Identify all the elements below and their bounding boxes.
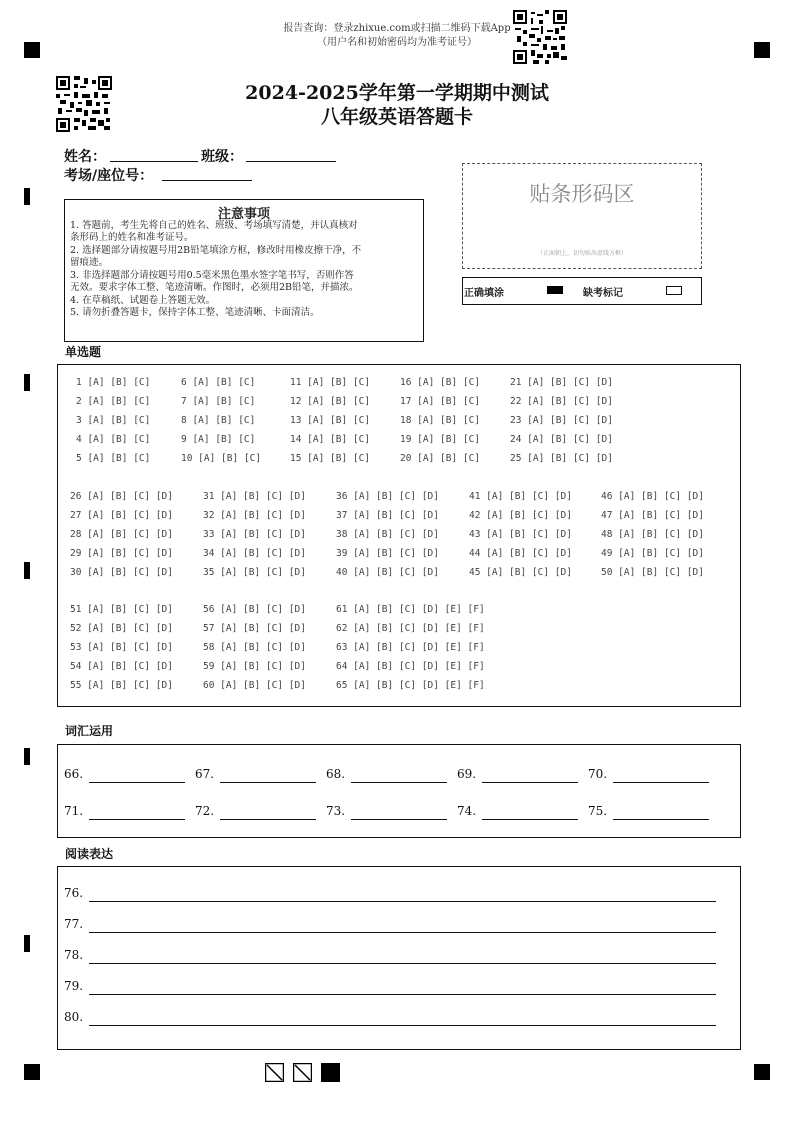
choice-question[interactable]: 37 [A] [B] [C] [D] (336, 510, 439, 521)
choice-question[interactable]: 31 [A] [B] [C] [D] (203, 491, 306, 502)
notes-line: 无效。要求字体工整、笔迹清晰。作图时，必须用2B铅笔，并描浓。 (70, 282, 359, 293)
choice-question[interactable]: 14 [A] [B] [C] (290, 434, 371, 445)
vocab-number: 73. (326, 804, 346, 818)
choice-question[interactable]: 59 [A] [B] [C] [D] (203, 661, 306, 672)
choice-question[interactable]: 48 [A] [B] [C] [D] (601, 529, 704, 540)
reading-answer-line[interactable] (89, 931, 716, 933)
notes-line: 留痕迹。 (70, 257, 109, 268)
choice-question[interactable]: 6 [A] [B] [C] (181, 377, 256, 388)
choice-question[interactable]: 36 [A] [B] [C] [D] (336, 491, 439, 502)
vocab-number: 69. (457, 767, 477, 781)
choice-question[interactable]: 56 [A] [B] [C] [D] (203, 604, 306, 615)
seat-field[interactable] (162, 179, 252, 181)
vocabulary-label: 词汇运用 (65, 724, 114, 738)
choice-question[interactable]: 42 [A] [B] [C] [D] (469, 510, 572, 521)
choice-question[interactable]: 43 [A] [B] [C] [D] (469, 529, 572, 540)
choice-question[interactable]: 5 [A] [B] [C] (76, 453, 151, 464)
barcode-label: 贴条形码区 (529, 182, 635, 206)
vocab-answer-line[interactable] (613, 818, 709, 820)
timing-mark (24, 374, 30, 391)
choice-question[interactable]: 7 [A] [B] [C] (181, 396, 256, 407)
notes-line: 条形码上的姓名和准考证号。 (70, 232, 194, 243)
choice-question[interactable]: 20 [A] [B] [C] (400, 453, 481, 464)
choice-question[interactable]: 27 [A] [B] [C] [D] (70, 510, 173, 521)
absent-mark-label: 缺考标记 (583, 288, 623, 299)
notes-line: 3. 非选择题部分请按题号用0.5毫米黑色墨水签字笔书写，否则作答 (70, 270, 354, 281)
single-choice-label: 单选题 (65, 345, 102, 359)
seat-label: 考场/座位号： (64, 168, 154, 184)
vocab-number: 75. (588, 804, 608, 818)
reading-number: 77. (64, 917, 84, 931)
answer-sheet-title: 八年级英语答题卡 (320, 106, 473, 128)
correct-fill-sample (547, 286, 563, 294)
report-line-2: （用户名和初始密码均为准考证号） (317, 37, 477, 48)
vocab-answer-line[interactable] (220, 818, 316, 820)
reading-number: 78. (64, 948, 84, 962)
vocab-answer-line[interactable] (220, 781, 316, 783)
qr-code-top (513, 10, 567, 64)
choice-question[interactable]: 19 [A] [B] [C] (400, 434, 481, 445)
absent-mark-box[interactable] (666, 286, 682, 295)
choice-question[interactable]: 17 [A] [B] [C] (400, 396, 481, 407)
choice-question[interactable]: 62 [A] [B] [C] [D] [E] [F] (336, 623, 485, 634)
choice-question[interactable]: 55 [A] [B] [C] [D] (70, 680, 173, 691)
vocab-answer-line[interactable] (482, 818, 578, 820)
vocab-answer-line[interactable] (351, 781, 447, 783)
vocab-answer-line[interactable] (89, 781, 185, 783)
choice-question[interactable]: 49 [A] [B] [C] [D] (601, 548, 704, 559)
reading-number: 80. (64, 1010, 84, 1024)
vocab-number: 74. (457, 804, 477, 818)
choice-question[interactable]: 57 [A] [B] [C] [D] (203, 623, 306, 634)
choice-question[interactable]: 3 [A] [B] [C] (76, 415, 151, 426)
choice-question[interactable]: 10 [A] [B] [C] (181, 453, 262, 464)
barcode-area (462, 163, 702, 269)
name-label: 姓名： (64, 149, 106, 165)
corner-mark-bottom-right (754, 1064, 770, 1080)
choice-question[interactable]: 25 [A] [B] [C] [D] (510, 453, 613, 464)
choice-question[interactable]: 45 [A] [B] [C] [D] (469, 567, 572, 578)
name-field[interactable] (110, 160, 198, 162)
timing-mark (24, 562, 30, 579)
vocab-number: 66. (64, 767, 84, 781)
class-label: 班级： (201, 149, 243, 165)
choice-question[interactable]: 41 [A] [B] [C] [D] (469, 491, 572, 502)
choice-question[interactable]: 9 [A] [B] [C] (181, 434, 256, 445)
choice-question[interactable]: 61 [A] [B] [C] [D] [E] [F] (336, 604, 485, 615)
reading-answer-line[interactable] (89, 962, 716, 964)
choice-question[interactable]: 23 [A] [B] [C] [D] (510, 415, 613, 426)
choice-question[interactable]: 29 [A] [B] [C] [D] (70, 548, 173, 559)
choice-question[interactable]: 46 [A] [B] [C] [D] (601, 491, 704, 502)
reading-number: 79. (64, 979, 84, 993)
choice-question[interactable]: 38 [A] [B] [C] [D] (336, 529, 439, 540)
choice-question[interactable]: 40 [A] [B] [C] [D] (336, 567, 439, 578)
notes-line: 4. 在草稿纸、试题卷上答题无效。 (70, 295, 216, 306)
class-field[interactable] (246, 160, 336, 162)
choice-question[interactable]: 60 [A] [B] [C] [D] (203, 680, 306, 691)
choice-question[interactable]: 24 [A] [B] [C] [D] (510, 434, 613, 445)
choice-question[interactable]: 2 [A] [B] [C] (76, 396, 151, 407)
reading-answer-line[interactable] (89, 900, 716, 902)
filled-box-mark (321, 1063, 340, 1082)
reading-number: 76. (64, 886, 84, 900)
choice-question[interactable]: 4 [A] [B] [C] (76, 434, 151, 445)
vocab-answer-line[interactable] (482, 781, 578, 783)
choice-question[interactable]: 53 [A] [B] [C] [D] (70, 642, 173, 653)
choice-question[interactable]: 12 [A] [B] [C] (290, 396, 371, 407)
timing-mark (24, 935, 30, 952)
timing-mark (24, 188, 30, 205)
notes-line: 1. 答题前，考生先将自己的姓名、班级、考场填写清楚，并认真核对 (70, 220, 358, 231)
choice-question[interactable]: 63 [A] [B] [C] [D] [E] [F] (336, 642, 485, 653)
slash-box-mark (265, 1063, 284, 1082)
vocab-answer-line[interactable] (351, 818, 447, 820)
reading-label: 阅读表达 (65, 847, 114, 861)
choice-question[interactable]: 65 [A] [B] [C] [D] [E] [F] (336, 680, 485, 691)
choice-question[interactable]: 51 [A] [B] [C] [D] (70, 604, 173, 615)
reading-box (57, 866, 741, 1050)
report-notice (0, 22, 794, 50)
choice-question[interactable]: 47 [A] [B] [C] [D] (601, 510, 704, 521)
notes-title: 注意事项 (217, 207, 270, 222)
vocab-number: 72. (195, 804, 215, 818)
vocabulary-box (57, 744, 741, 838)
barcode-hint: （正面朝上，切勿贴出虚线方框） (536, 250, 627, 257)
choice-question[interactable]: 1 [A] [B] [C] (76, 377, 151, 388)
vocab-number: 68. (326, 767, 346, 781)
vocab-number: 70. (588, 767, 608, 781)
choice-question[interactable]: 33 [A] [B] [C] [D] (203, 529, 306, 540)
choice-question[interactable]: 64 [A] [B] [C] [D] [E] [F] (336, 661, 485, 672)
choice-question[interactable]: 18 [A] [B] [C] (400, 415, 481, 426)
choice-question[interactable]: 16 [A] [B] [C] (400, 377, 481, 388)
choice-question[interactable]: 28 [A] [B] [C] [D] (70, 529, 173, 540)
exam-title: 2024-2025学年第一学期期中测试 (245, 82, 549, 104)
correct-fill-label: 正确填涂 (464, 288, 504, 299)
choice-question[interactable]: 39 [A] [B] [C] [D] (336, 548, 439, 559)
corner-mark-bottom-left (24, 1064, 40, 1080)
choice-question[interactable]: 11 [A] [B] [C] (290, 377, 371, 388)
choice-question[interactable]: 34 [A] [B] [C] [D] (203, 548, 306, 559)
choice-question[interactable]: 44 [A] [B] [C] [D] (469, 548, 572, 559)
reading-answer-line[interactable] (89, 1024, 716, 1026)
choice-question[interactable]: 22 [A] [B] [C] [D] (510, 396, 613, 407)
notes-line: 5. 请勿折叠答题卡，保持字体工整、笔迹清晰、卡面清洁。 (70, 307, 320, 318)
choice-question[interactable]: 8 [A] [B] [C] (181, 415, 256, 426)
fill-legend (462, 277, 702, 305)
vocab-answer-line[interactable] (613, 781, 709, 783)
choice-question[interactable]: 58 [A] [B] [C] [D] (203, 642, 306, 653)
choice-question[interactable]: 50 [A] [B] [C] [D] (601, 567, 704, 578)
notes-box (64, 199, 424, 342)
timing-mark (24, 748, 30, 765)
choice-question[interactable]: 30 [A] [B] [C] [D] (70, 567, 173, 578)
vocab-number: 67. (195, 767, 215, 781)
report-line-1: 报告查询：登录zhixue.com或扫描二维码下载App (283, 23, 511, 34)
choice-question[interactable]: 54 [A] [B] [C] [D] (70, 661, 173, 672)
slash-box-mark (293, 1063, 312, 1082)
reading-answer-line[interactable] (89, 993, 716, 995)
vocab-number: 71. (64, 804, 84, 818)
choice-question[interactable]: 13 [A] [B] [C] (290, 415, 371, 426)
choice-question[interactable]: 15 [A] [B] [C] (290, 453, 371, 464)
choice-question[interactable]: 32 [A] [B] [C] [D] (203, 510, 306, 521)
vocab-answer-line[interactable] (89, 818, 185, 820)
choice-question[interactable]: 35 [A] [B] [C] [D] (203, 567, 306, 578)
choice-question[interactable]: 21 [A] [B] [C] [D] (510, 377, 613, 388)
choice-question[interactable]: 52 [A] [B] [C] [D] (70, 623, 173, 634)
notes-line: 2. 选择题部分请按题号用2B铅笔填涂方框，修改时用橡皮擦干净，不 (70, 245, 362, 256)
choice-question[interactable]: 26 [A] [B] [C] [D] (70, 491, 173, 502)
